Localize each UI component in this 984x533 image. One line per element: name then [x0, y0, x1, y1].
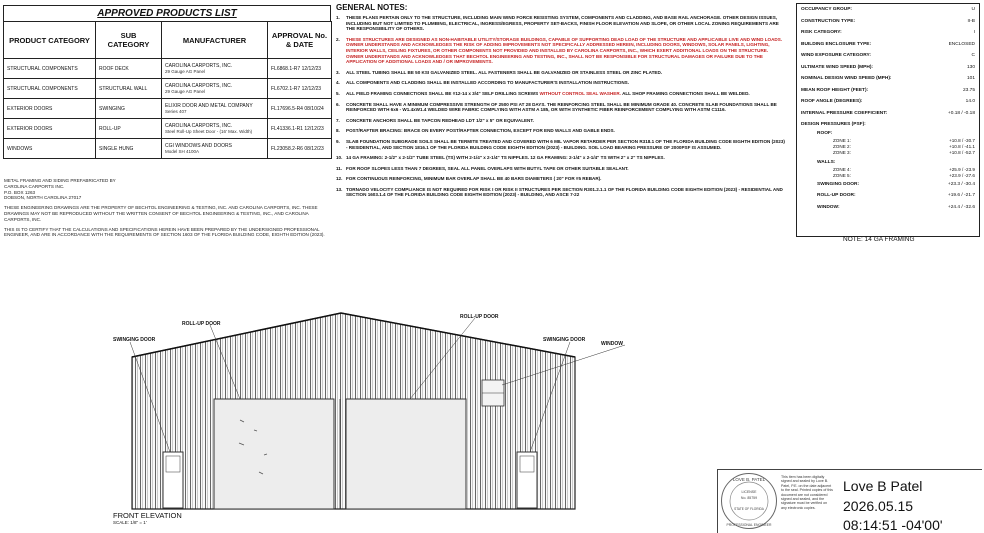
criteria-row	[797, 39, 979, 51]
note-item	[336, 80, 786, 86]
zone-label: ZONE 4:	[833, 166, 851, 172]
criteria-label: BUILDING ENCLOSURE TYPE:	[801, 41, 872, 47]
note-number: 7.	[336, 117, 340, 123]
criteria-label: ROOF ANGLE (DEGREES):	[801, 99, 863, 105]
approved-products-table	[3, 21, 332, 159]
seal-profession: PROFESSIONAL ENGINEER	[726, 523, 772, 527]
note-number: 10.	[336, 155, 343, 161]
walls-heading: WALLS:	[817, 159, 836, 165]
cell-manufacturer	[162, 139, 268, 159]
zone-value: +23.9 / -27.6	[949, 172, 975, 178]
zone-value: +10.8 / -41.1	[949, 143, 975, 149]
cell-category: EXTERIOR DOORS	[4, 99, 96, 119]
criteria-value: 14.0	[965, 99, 975, 105]
seal-number: No. 85759	[740, 496, 758, 500]
criteria-row	[797, 62, 979, 74]
manufacturer-sub: Series 407	[165, 108, 187, 114]
elevation-title: FRONT ELEVATION	[113, 511, 182, 520]
zone-value: +10.8 / -30.7	[949, 137, 975, 143]
cell-category: STRUCTURAL COMPONENTS	[4, 79, 96, 99]
note-text: CONCRETE SHALL HAVE A MINIMUM COMPRESSIVE STRENGTH OF 2500 PSI AT 28 DAYS. THE REINFORCING STEEL SHALL BE MINIMUM GRADE 40. CONCRETE SLAB FOUNDATIONS SHALL BE REINFORCED WITH 6x6 - W1.4xW1.4 WELDED WIRE FABRIC COMPLYING WITH ASTM A 185, OR WITH SYNTHETIC FIBER REINFORCEMENT COMPLYING WITH ASTM C1116.	[346, 101, 777, 113]
door-label: ROLL-UP DOOR:	[817, 193, 856, 199]
manufacturer-name: CAROLINA CARPORTS, INC.	[165, 62, 233, 69]
manufacturer-name: CAROLINA CARPORTS, INC.	[165, 82, 233, 89]
criteria-label: WIND EXPOSURE CATEGORY:	[801, 53, 872, 59]
zone-label: ZONE 1:	[833, 137, 851, 143]
cell-sub: SWINGING	[96, 99, 162, 119]
note-text: TORNADO VELOCITY COMPLIANCE IS NOT REQUIRED FOR RISK I OR RISK II STRUCTURES PER SECTION R301.2.1.1 OF THE FLORIDA BUILDING CODE EIGHTH EDITION (2023) - RESIDENTIAL AND SECTION 1603.1.4 OF THE FLORIDA BUILDING CODE EIGHTH EDITION (2023) - BUILDING, AND ASCE 7-22	[346, 186, 783, 198]
manufacturer-name: CGI WINDOWS AND DOORS	[165, 142, 232, 149]
note-text	[346, 91, 786, 97]
cell-sub: STRUCTURAL WALL	[96, 79, 162, 99]
table-row	[4, 139, 332, 159]
criteria-value: ENCLOSED	[948, 41, 975, 47]
criteria-row	[797, 85, 979, 97]
door-row	[797, 190, 979, 202]
note-item	[336, 155, 786, 161]
framing-note: NOTE: 14 GA FRAMING	[843, 236, 915, 243]
criteria-row	[797, 16, 979, 28]
note-number: 13.	[336, 186, 343, 192]
criteria-row	[797, 27, 979, 39]
manufacturer-name: CAROLINA CARPORTS, INC.	[165, 122, 233, 129]
criteria-label: DESIGN PRESSURES (PSF):	[801, 122, 866, 128]
zone-label: ZONE 3:	[833, 149, 851, 155]
approved-products-title: APPROVED PRODUCTS LIST	[3, 5, 331, 21]
note-text-main: ALL FIELD FRAMING CONNECTIONS SHALL BE #12-14 x 3/4" SELF DRILLING SCREWS	[346, 90, 539, 96]
table-header-row	[4, 22, 332, 59]
header-approval: APPROVAL No. & DATE	[268, 22, 332, 59]
door-value: +23.3 / -30.4	[947, 181, 975, 187]
note-item	[336, 166, 786, 172]
note-text: CONCRETE ANCHORS SHALL BE TAPCON REDHEAD LDT 1/2" x 5" OR EQUIVALENT.	[346, 117, 534, 123]
seal-inner-ring	[730, 482, 768, 520]
criteria-label: NOMINAL DESIGN WIND SPEED (MPH):	[801, 76, 892, 82]
note-text-red: WITHOUT CONTROL SEAL WASHER.	[539, 90, 621, 96]
note-text: 14 GA FRAMING: 2-1/2" x 2-1/2" TUBE STEEL (TS) WITH 2-1/4" x 2-1/4" TS NIPPLES. 12 GA FRAMING: 2-1/4" x 2-1/4" TS WITH 2" x 2" TS NIPPLES.	[346, 155, 665, 161]
seal-statement: This item has been digitally signed and sealed by Love B. Patel, P.E. on the date adjacent to the seal. Printed copies of this document are not considered signed and sealed, and the signature must be verified on any electronic copies.	[781, 475, 833, 510]
roof-zone	[797, 150, 979, 156]
zone-value: +10.8 / -52.7	[949, 149, 975, 155]
door-value: +24.4 / -32.6	[947, 204, 975, 210]
note-number: 2.	[336, 36, 340, 42]
label-swing-right: SWINGING DOOR	[543, 337, 586, 343]
header-manufacturer: MANUFACTURER	[162, 22, 268, 59]
design-criteria-box	[796, 3, 980, 237]
seal-state: STATE OF FLORIDA	[734, 507, 764, 511]
prefab-notes	[4, 178, 329, 238]
criteria-value: II-B	[967, 18, 975, 24]
zone-value: +25.9 / -23.9	[949, 166, 975, 172]
note-text: FOR ROOF SLOPES LESS THAN 7 DEGREES, SEAL ALL PANEL OVERLAPS WITH BUTYL TAPE OR OTHER SUITABLE SEALANT.	[346, 165, 629, 171]
criteria-label: CONSTRUCTION TYPE:	[801, 18, 856, 24]
prefab-box: P.O. BOX 1263	[4, 189, 36, 195]
note-number: 4.	[336, 80, 340, 86]
door-row	[797, 202, 979, 214]
door-value: +19.6 / -21.7	[947, 193, 975, 199]
note-number: 5.	[336, 90, 340, 96]
cell-sub: SINGLE HUNG	[96, 139, 162, 159]
manufacturer-sub: Steel Roll-Up Sheet Door - (16' Max. Width)	[165, 128, 253, 134]
cell-manufacturer	[162, 79, 268, 99]
header-product-category: PRODUCT CATEGORY	[4, 22, 96, 59]
note-text: POST/RAFTER BRACING: BRACE ON EVERY POST/RAFTER CONNECTION, EXCEPT FOR END WALLS AND GABLE ENDS.	[346, 128, 615, 134]
cell-manufacturer	[162, 119, 268, 139]
criteria-label: RISK CATEGORY:	[801, 30, 842, 36]
criteria-label: OCCUPANCY GROUP:	[801, 7, 852, 13]
criteria-label: INTERNAL PRESSURE COEFFICIENT:	[801, 110, 888, 116]
manufacturer-sub: 29 Gauge AG Panel	[165, 88, 206, 94]
cell-category: EXTERIOR DOORS	[4, 119, 96, 139]
criteria-value: +0.18 / -0.18	[947, 110, 975, 116]
rollup-door-left	[214, 399, 334, 509]
criteria-label: MEAN ROOF HEIGHT (FEET):	[801, 87, 869, 93]
note-item	[336, 118, 786, 124]
label-rollup-left: ROLL-UP DOOR	[182, 321, 221, 327]
manufacturer-sub: Model SH 4100A	[165, 148, 200, 154]
note-item	[336, 15, 786, 32]
criteria-value: 23.75	[962, 87, 975, 93]
criteria-row	[797, 73, 979, 85]
general-notes	[336, 3, 786, 203]
prefab-city: DOBSON, NORTH CAROLINA 27017	[4, 195, 82, 201]
note-item	[336, 91, 786, 97]
cell-approval: FL23058.2-R6 08/12/23	[268, 139, 332, 159]
signer-name: Love B Patel	[843, 478, 923, 494]
elevation-scale: SCALE: 1/8" = 1'	[113, 520, 147, 525]
prefab-company: CAROLINA CARPORTS INC.	[4, 183, 65, 189]
note-number: 3.	[336, 69, 340, 75]
note-number: 11.	[336, 165, 343, 171]
general-notes-title: GENERAL NOTES:	[336, 3, 408, 12]
cell-manufacturer	[162, 59, 268, 79]
cell-category: WINDOWS	[4, 139, 96, 159]
cell-sub: ROOF DECK	[96, 59, 162, 79]
cell-manufacturer	[162, 99, 268, 119]
front-elevation-drawing	[90, 300, 630, 512]
criteria-row	[797, 4, 979, 16]
criteria-value: 130	[966, 64, 975, 70]
manufacturer-sub: 29 Gauge AG Panel	[165, 68, 206, 74]
signature-date: 2026.05.15	[843, 498, 914, 514]
cell-approval: FL41336.1-R1 12/12/23	[268, 119, 332, 139]
note-number: 8.	[336, 128, 340, 134]
signature-time: 08:14:51 -04'00'	[843, 517, 943, 533]
cell-approval: FL6702.1-R7 12/12/23	[268, 79, 332, 99]
seal-license: LICENSE	[741, 490, 757, 494]
property-note: THESE ENGINEERING DRAWINGS ARE THE PROPERTY OF BECHTOL ENGINEERING & TESTING, INC. AND CAROLINA CARPORTS, INC. THESE DRAWINGS MAY NOT BE REPRODUCED WITHOUT THE WRITTEN CONSENT OF BECHTOL ENGINEERING & TESTING, INC., AND CAROLINA CARPORTS, INC.	[4, 205, 318, 222]
note-text: THESE PLANS PERTAIN ONLY TO THE STRUCTURE, INCLUDING MAIN WIND FORCE RESISTING SYSTEM, COMPONENTS AND CLADDING, AND BASE RAIL ANCHORAGE. OTHER DESIGN ISSUES, INCLUDING BUT NOT LIMITED TO PLUMBING, ELECTRICAL, INGRESS/EGRESS, PROPERTY SET-BACKS, FINISH FLOOR ELEVATION AND SLOPE, OR OTHER LOCAL ZONING REQUIREMENTS ARE THE RESPONSIBILITY OF OTHERS.	[346, 15, 779, 32]
note-text: FOR CONTINUOUS REINFORCING, MINIMUM BAR OVERLAP SHALL BE 40 BARS DIAMETERS ( 20" FOR #5 REBAR).	[346, 176, 602, 182]
note-item	[336, 37, 786, 65]
note-text: ALL COMPONENTS AND CLADDING SHALL BE INSTALLED ACCORDING TO MANUFACTURER'S INSTALLATION INSTRUCTIONS.	[346, 80, 630, 86]
note-number: 6.	[336, 101, 340, 107]
seal-name: LOVE B. PATEL	[732, 477, 766, 482]
criteria-row	[797, 50, 979, 62]
manufacturer-name: ELIXIR DOOR AND METAL COMPANY	[165, 102, 253, 109]
certify-note: THIS IS TO CERTIFY THAT THE CALCULATIONS AND SPECIFICATIONS HEREIN HAVE BEEN PREPARED BY THE UNDERSIGNED PROFESSIONAL ENGINEER, AND ARE IN ACCORDANCE WITH THE REQUIREMENTS OF SECTION 1603 OF THE FLORIDA BUILDING CODE, EIGHTH EDITION (2023).	[4, 226, 325, 238]
note-text: ALL STEEL TUBING SHALL BE 50 KSI GALVANIZED STEEL. ALL FASTENERS SHALL BE GALVANIZED OR STAINLESS STEEL OR ZINC PLATED.	[346, 69, 663, 75]
cell-approval: FL17696.5-R4 08/10/24	[268, 99, 332, 119]
table-row	[4, 119, 332, 139]
note-item	[336, 128, 786, 134]
label-window: WINDOW	[601, 341, 623, 347]
prefab-line: METAL FRAMING AND SIDING PREFABRICATED BY	[4, 178, 116, 183]
note-text: THESE STRUCTURES ARE DESIGNED AS NON-HABITABLE UTILITY/STORAGE BUILDINGS, CAPABLE OF SUPPORTING DEAD LOAD OF THE STRUCTURE AND APPLICABLE LIVE AND WIND LOADS. OWNER UNDERSTANDS AND ACKNOWLEDGES THE RISK OF ADDING IMPROVEMENTS NOT SPECIFICALLY ADDRESSED HEREIN, INCLUDING DOORS, WINDOWS, SOLAR PANELS, LIGHTING, INTERIOR WALLS, CEILING FIXTURES, OR OTHER COMPONENTS NOT PROVIDED AND INSTALLED BY CAROLINA CARPORTS, INC., WHICH EXERT ADDITIONAL LOADS ON THE STRUCTURE. OWNER UNDERSTANDS AND ACKNOWLEDGES THAT BECHTOL ENGINEERING AND TESTING, INC., SHALL NOT BE RESPONSIBLE FOR STRUCTURAL DAMAGES OR FAILURE DUE TO THE APPLICATION OF ADDITIONAL LOADS AND / OR IMPROVEMENTS.	[346, 36, 783, 65]
label-swing-left: SWINGING DOOR	[113, 337, 156, 343]
criteria-value: 101	[966, 76, 975, 82]
note-number: 9.	[336, 138, 340, 144]
criteria-row	[797, 96, 979, 108]
criteria-value: I	[973, 30, 975, 36]
criteria-row	[797, 108, 979, 120]
roof-heading: ROOF:	[817, 130, 833, 136]
note-item	[336, 70, 786, 76]
note-text-tail: ALL SHOP FRAMING CONNECTIONS SHALL BE WELDED.	[622, 90, 750, 96]
criteria-value: U	[971, 7, 975, 13]
criteria-label: ULTIMATE WIND SPEED (MPH):	[801, 64, 874, 70]
note-item	[336, 102, 786, 113]
rollup-door-right	[346, 399, 466, 509]
cell-sub: ROLL-UP	[96, 119, 162, 139]
note-text: SLAB FOUNDATION SUBGRADE SOILS SHALL BE TERMITE TREATED AND COVERED WITH 6 MIL VAPOR RETARDER PER SECTION R318.1 OF THE FLORIDA BUILDING CODE EIGHTH EDITION (2023) - RESIDENTIAL, AND SECTION 1816.1 OF THE FLORIDA BUILDING CODE EIGHTH EDITION (2023) - BUILDING. SOIL LOAD BEARING PRESSURE OF 2000PSF IS ASSUMED.	[346, 138, 785, 150]
note-item	[336, 139, 786, 150]
criteria-row	[797, 119, 979, 131]
table-row	[4, 99, 332, 119]
note-item	[336, 187, 786, 198]
label-rollup-right: ROLL-UP DOOR	[460, 314, 499, 320]
cell-approval: FL6868.1-R7 12/12/23	[268, 59, 332, 79]
zone-label: ZONE 5:	[833, 172, 851, 178]
door-label: WINDOW:	[817, 204, 840, 210]
table-row	[4, 59, 332, 79]
table-row	[4, 79, 332, 99]
note-item	[336, 176, 786, 182]
header-sub-category: SUB CATEGORY	[96, 22, 162, 59]
approved-products-list	[3, 5, 331, 159]
zone-label: ZONE 2:	[833, 143, 851, 149]
criteria-value: C	[971, 53, 975, 59]
door-label: SWINGING DOOR:	[817, 181, 860, 187]
cell-category: STRUCTURAL COMPONENTS	[4, 59, 96, 79]
door-row	[797, 179, 979, 191]
note-number: 1.	[336, 15, 340, 20]
engineer-seal	[720, 472, 778, 530]
note-number: 12.	[336, 176, 343, 182]
